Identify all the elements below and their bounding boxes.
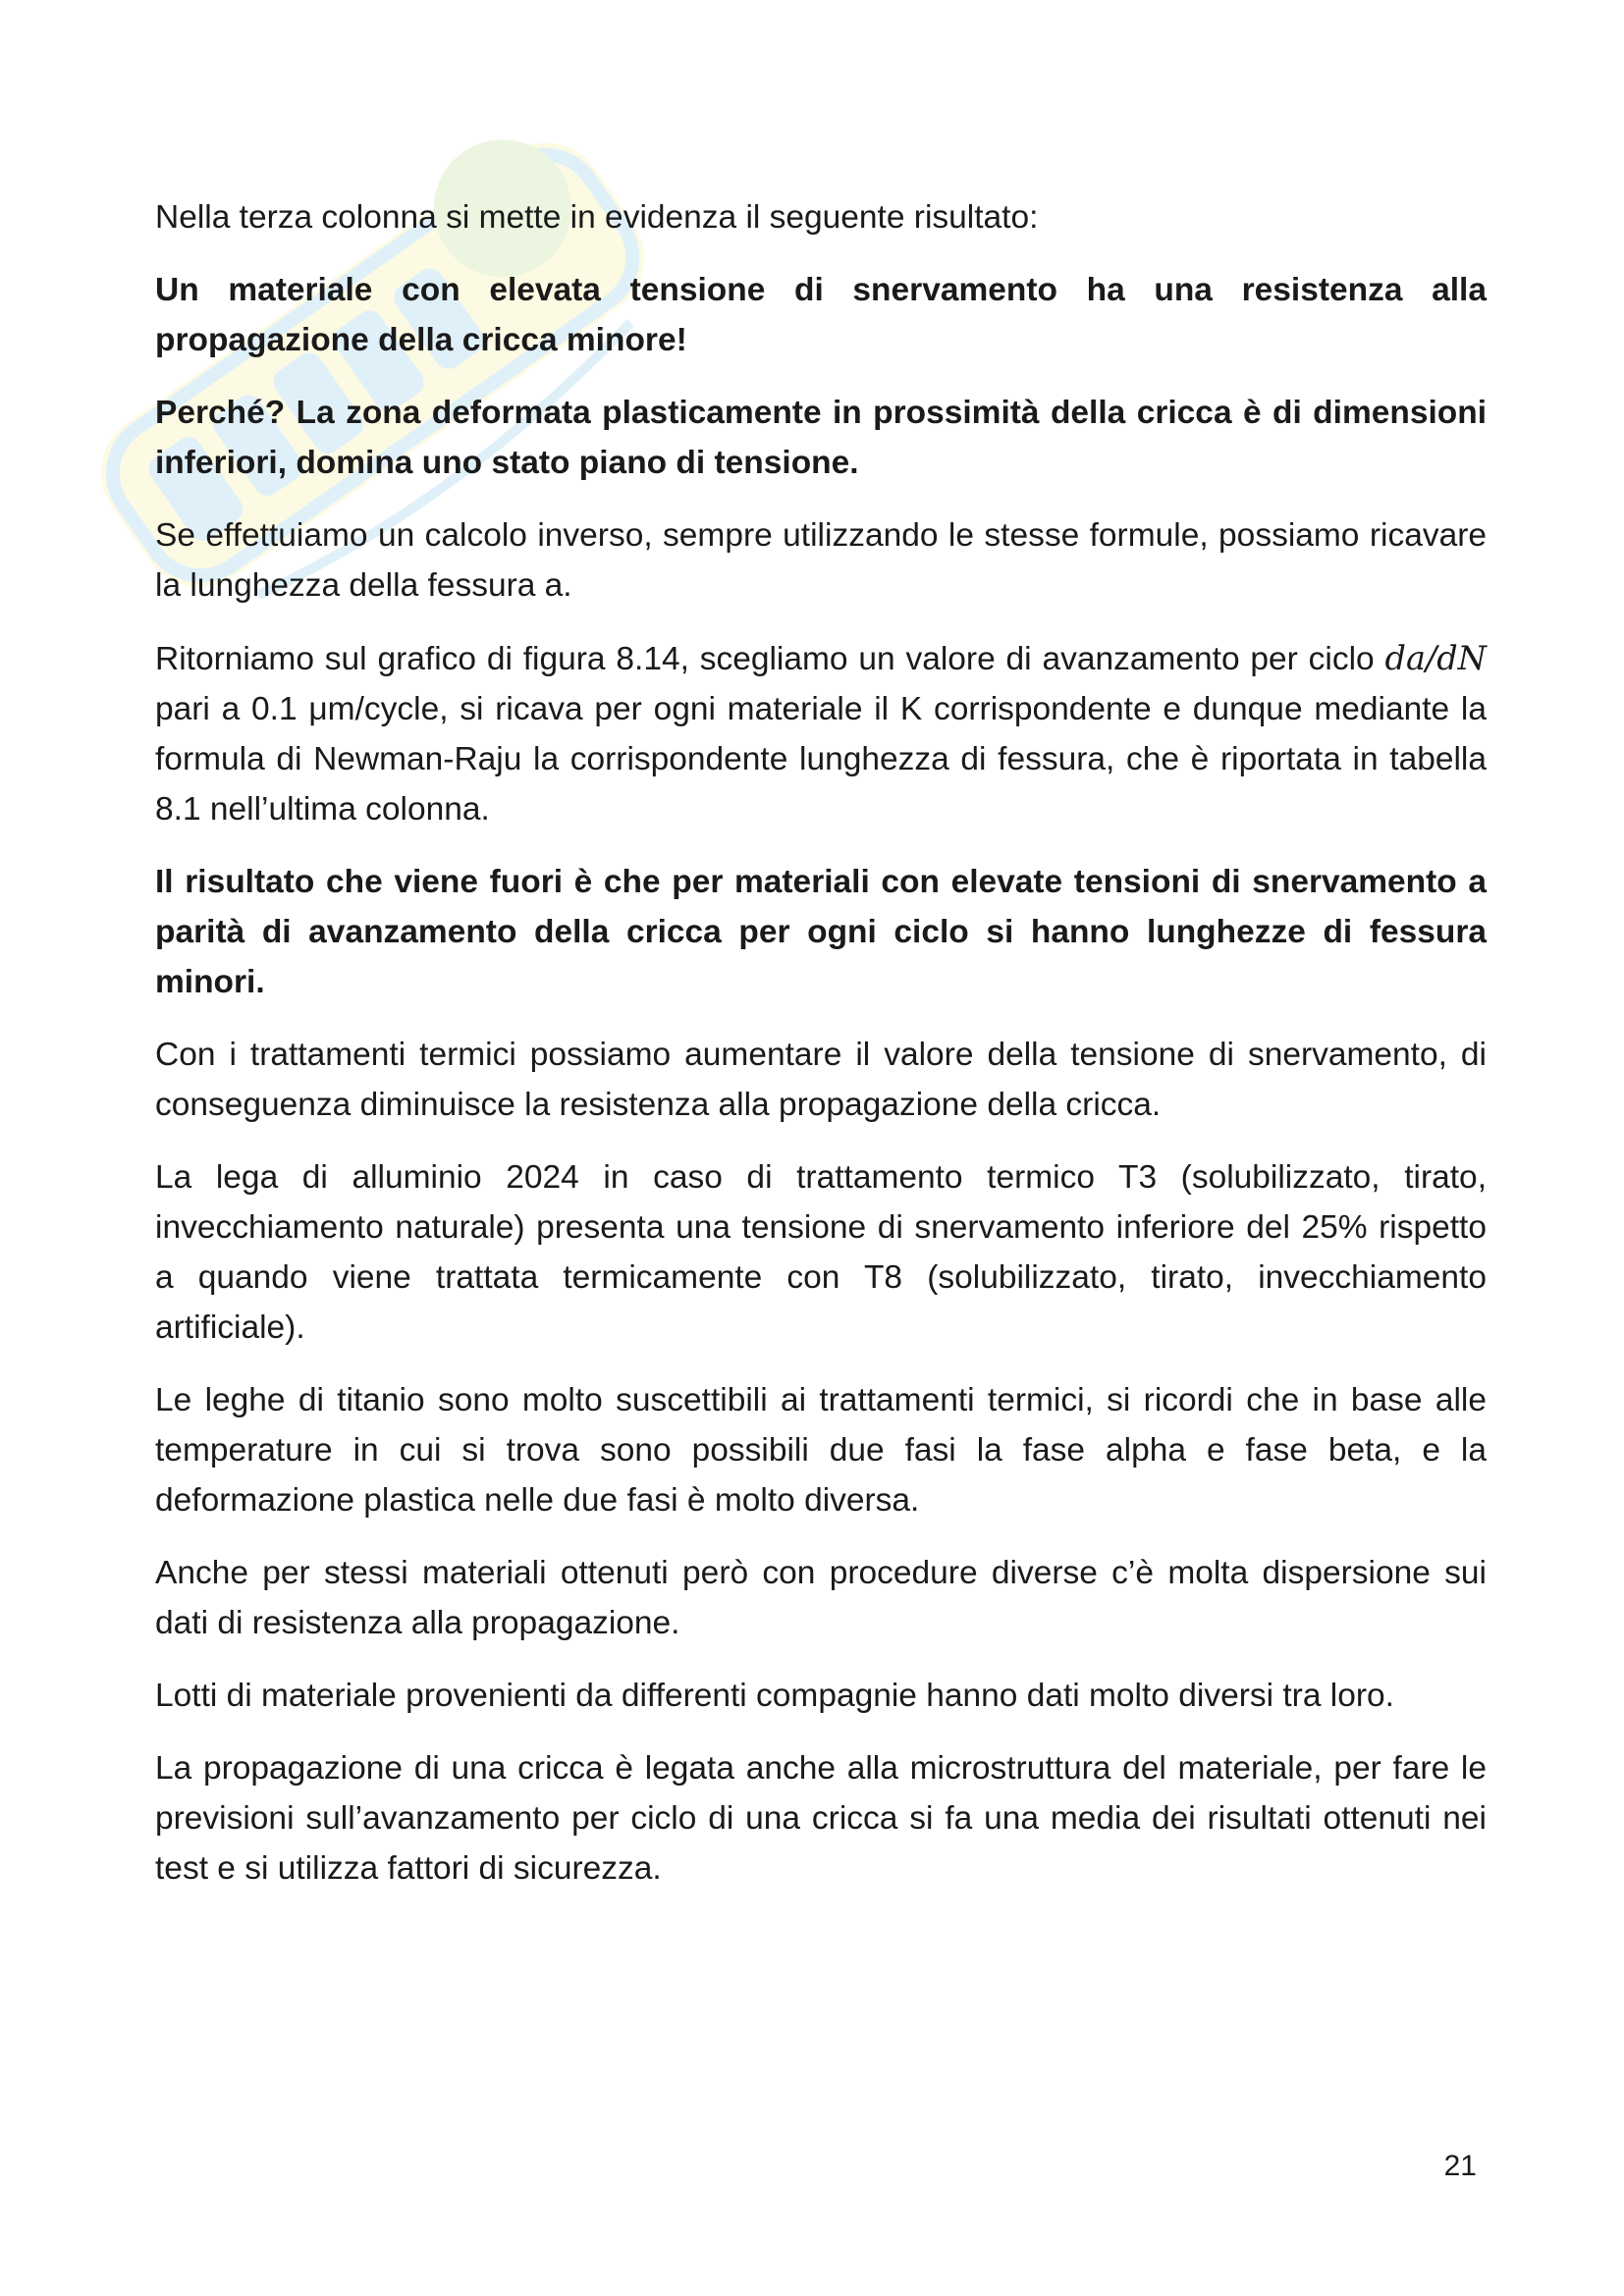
page-number: 21	[1443, 2150, 1477, 2182]
math-da-dn: da/dN	[1384, 639, 1487, 677]
document-body	[155, 192, 1487, 1916]
figure-reference-text-start: Ritorniamo sul grafico di figura 8.14, scegliamo un valore di avanzamento per ciclo	[155, 641, 1385, 677]
paragraph-intro: Nella terza colonna si mette in evidenza il seguente risultato:	[155, 199, 1039, 236]
paragraph-key-result: Un materiale con elevata tensione di snervamento ha una resistenza alla propagazione della cricca minore!	[155, 272, 1487, 358]
paragraph-titanium-alloys: Le leghe di titanio sono molto suscettibili ai trattamenti termici, si ricordi che in base alle temperature in cui si trova sono possibili due fasi la fase alpha e fase beta, e la deformazione plastica nelle due fasi è molto diversa.	[155, 1382, 1487, 1519]
paragraph-figure-reference	[155, 633, 1487, 834]
paragraph-aluminium-alloy: La lega di alluminio 2024 in caso di trattamento termico T3 (solubilizzato, tirato, invecchiamento naturale) presenta una tensione di snervamento inferiore del 25% rispetto a quando viene trattata termicamente con T8 (solubilizzato, tirato, invecchiamento artificiale).	[155, 1159, 1487, 1346]
paragraph-material-lots: Lotti di materiale provenienti da differenti compagnie hanno dati molto diversi tra loro.	[155, 1678, 1394, 1714]
paragraph-microstructure: La propagazione di una cricca è legata anche alla microstruttura del materiale, per fare le previsioni sull’avanzamento per ciclo di una cricca si fa una media dei risultati ottenuti nei test e si utilizza fattori di sicurezza.	[155, 1750, 1487, 1887]
paragraph-heat-treatment: Con i trattamenti termici possiamo aumentare il valore della tensione di snervamento, di conseguenza diminuisce la resistenza alla propagazione della cricca.	[155, 1037, 1487, 1123]
figure-reference-text-end: pari a 0.1 μm/cycle, si ricava per ogni materiale il K corrispondente e dunque mediante la formula di Newman-Raju la corrispondente lunghezza di fessura, che è riportata in tabella 8.1 nell’ultima colonna.	[155, 691, 1487, 828]
paragraph-result-summary: Il risultato che viene fuori è che per materiali con elevate tensioni di snervamento a parità di avanzamento della cricca per ogni ciclo si hanno lunghezze di fessura minori.	[155, 864, 1487, 1000]
paragraph-dispersion: Anche per stessi materiali ottenuti però con procedure diverse c’è molta dispersione sui dati di resistenza alla propagazione.	[155, 1555, 1487, 1641]
paragraph-inverse-calculation: Se effettuiamo un calcolo inverso, sempre utilizzando le stesse formule, possiamo ricavare la lunghezza della fessura a.	[155, 517, 1487, 604]
paragraph-explanation: Perché? La zona deformata plasticamente in prossimità della cricca è di dimensioni inferiori, domina uno stato piano di tensione.	[155, 395, 1487, 481]
